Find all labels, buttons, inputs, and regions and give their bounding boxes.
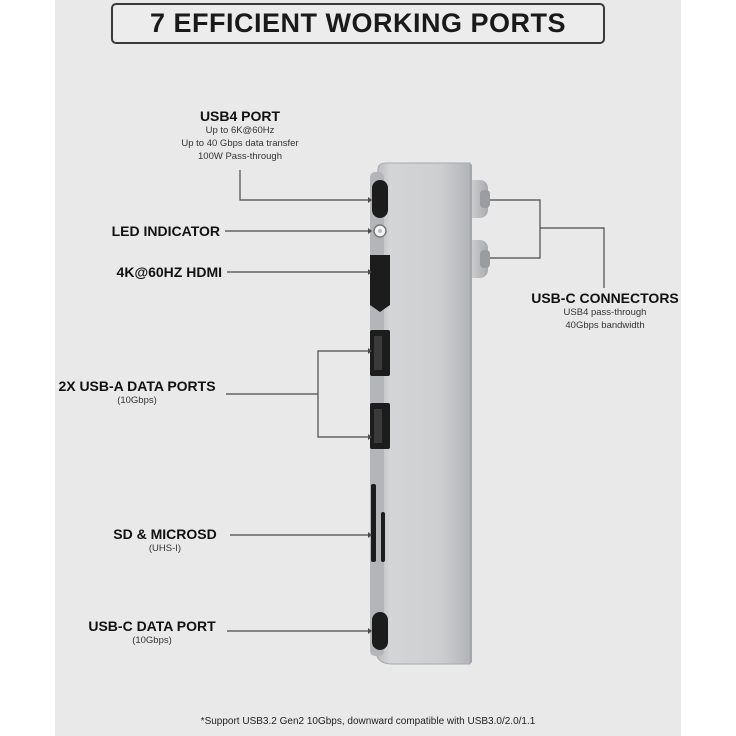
hdmi-callout xyxy=(80,264,222,280)
usb4-port-slot xyxy=(372,180,388,218)
usb-c-connectors-callout xyxy=(526,290,684,332)
hdmi-port-slot xyxy=(370,255,390,312)
sd-callout xyxy=(105,526,225,555)
usb4-port-detail-3: 100W Pass-through xyxy=(198,151,282,162)
usb-a-speed: (10Gbps) xyxy=(117,395,157,406)
usb-c-connectors-detail-1: USB4 pass-through xyxy=(563,307,647,318)
usb-c-data-label: USB-C DATA PORT xyxy=(88,618,216,634)
sd-speed: (UHS-I) xyxy=(148,543,182,554)
usb4-port-detail-1: Up to 6K@60Hz xyxy=(205,125,275,136)
usb-a-callout xyxy=(52,378,222,407)
usb4-port-detail-2: Up to 40 Gbps data transfer xyxy=(181,138,299,149)
hdmi-label: 4K@60HZ HDMI xyxy=(116,264,222,280)
usb4-port-label: USB4 PORT xyxy=(199,108,281,124)
usb-c-connectors-detail-2: 40Gbps bandwidth xyxy=(565,320,645,331)
usb-c-data-port-slot xyxy=(372,612,388,650)
usb-c-data-speed: (10Gbps) xyxy=(132,635,172,646)
usb-c-data-callout xyxy=(82,618,222,647)
led-indicator-callout xyxy=(80,223,220,239)
led-indicator-label: LED INDICATOR xyxy=(111,223,220,239)
usb-c-connectors-label: USB-C CONNECTORS xyxy=(531,290,679,306)
sd-label: SD & MICROSD xyxy=(113,526,217,542)
sd-card-slot xyxy=(371,484,376,562)
microsd-card-slot xyxy=(381,512,385,562)
page-title: 7 EFFICIENT WORKING PORTS xyxy=(149,8,566,38)
usb4-port-callout xyxy=(165,108,315,163)
usb-a-label: 2X USB-A DATA PORTS xyxy=(58,378,216,394)
footnote: *Support USB3.2 Gen2 10Gbps, downward compatible with USB3.0/2.0/1.1 xyxy=(200,716,536,727)
